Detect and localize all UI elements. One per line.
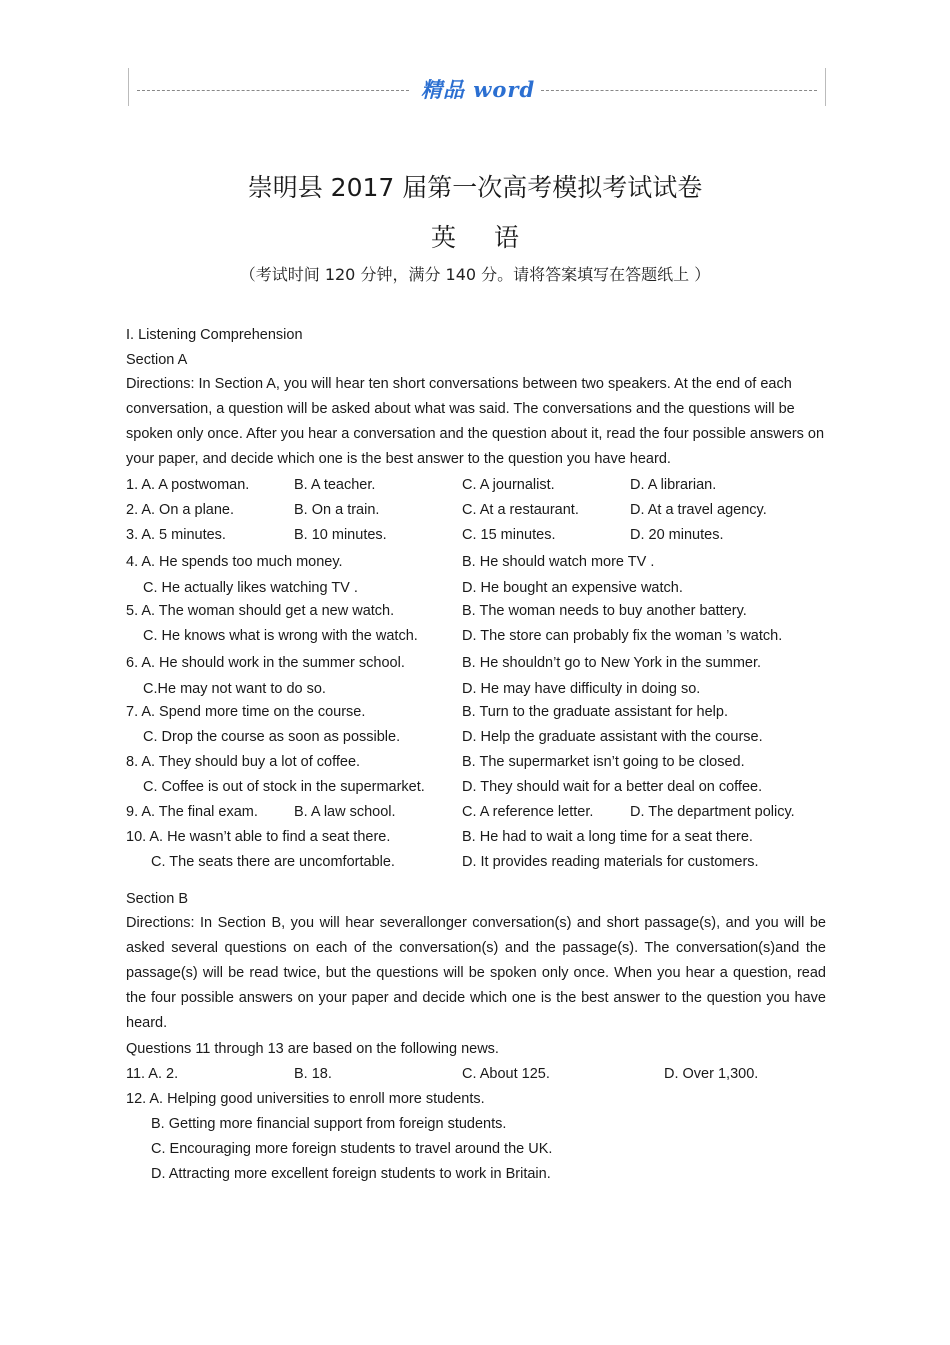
- q1-option-c: C. A journalist.: [462, 477, 555, 493]
- q8-option-a: 8. A. They should buy a lot of coffee.: [126, 754, 361, 770]
- q1-option-d: D. A librarian.: [630, 477, 717, 493]
- header-dash-right: [541, 90, 817, 91]
- page-header: [128, 68, 826, 106]
- section-b-directions: Directions: In Section B, you will hear severallonger conversation(s) and short passage(s), and you will be asked several questions on each of the conversation(s) and the passage(s). The conversation(s)and the passage(s) will be read twice, but the questions will be spoken only once. When you hear a question, read the four possible answers on your paper and decide which one is the best answer to the question you have heard.: [126, 915, 826, 1031]
- q9-option-a: 9. A. The final exam.: [126, 804, 258, 820]
- q7-option-d: D. Help the graduate assistant with the course.: [462, 729, 763, 745]
- exam-note: （考试时间 120 分钟，满分 140 分。请将答案填写在答题纸上 ）: [239, 265, 711, 284]
- q5-option-b: B. The woman needs to buy another battery.: [462, 603, 747, 619]
- q7-option-b: B. Turn to the graduate assistant for help.: [462, 704, 728, 720]
- section-a-title: Section A: [126, 352, 188, 368]
- header-dash-left: [137, 90, 409, 91]
- section-b-title: Section B: [126, 891, 189, 907]
- q10-option-d: D. It provides reading materials for customers.: [462, 854, 759, 870]
- q2-option-c: C. At a restaurant.: [462, 502, 579, 518]
- q5-option-c: C. He knows what is wrong with the watch.: [143, 628, 418, 644]
- q5-option-d: D. The store can probably fix the woman ’s watch.: [462, 628, 783, 644]
- q12-option-c: C. Encouraging more foreign students to travel around the UK.: [151, 1141, 553, 1157]
- q11-option-c: C. About 125.: [462, 1066, 550, 1082]
- q8-option-b: B. The supermarket isn’t going to be closed.: [462, 754, 745, 770]
- q2-option-b: B. On a train.: [294, 502, 380, 518]
- q2-option-a: 2. A. On a plane.: [126, 502, 235, 518]
- q10-option-b: B. He had to wait a long time for a seat there.: [462, 829, 753, 845]
- q1-option-b: B. A teacher.: [294, 477, 376, 493]
- q8-option-d: D. They should wait for a better deal on coffee.: [462, 779, 763, 795]
- q11-option-b: B. 18.: [294, 1066, 332, 1082]
- exam-subject: 英语: [430, 223, 557, 252]
- q4-option-b: B. He should watch more TV .: [462, 554, 655, 570]
- q3-option-c: C. 15 minutes.: [462, 527, 556, 543]
- q5-option-a: 5. A. The woman should get a new watch.: [126, 603, 395, 619]
- q9-option-b: B. A law school.: [294, 804, 396, 820]
- q1-option-a: 1. A. A postwoman.: [126, 477, 250, 493]
- q8-option-c: C. Coffee is out of stock in the supermarket.: [143, 779, 425, 795]
- q12-option-d: D. Attracting more excellent foreign students to work in Britain.: [151, 1166, 551, 1182]
- exam-title: 崇明县 2017 届第一次高考模拟考试试卷: [247, 173, 703, 202]
- q7-option-c: C. Drop the course as soon as possible.: [143, 729, 401, 745]
- q7-option-a: 7. A. Spend more time on the course.: [126, 704, 366, 720]
- q9-option-c: C. A reference letter.: [462, 804, 594, 820]
- q4-option-a: 4. A. He spends too much money.: [126, 554, 343, 570]
- q3-option-a: 3. A. 5 minutes.: [126, 527, 226, 543]
- part-heading: I. Listening Comprehension: [126, 327, 303, 343]
- header-logo: 精品 word: [421, 77, 536, 102]
- q3-option-d: D. 20 minutes.: [630, 527, 724, 543]
- q6-option-d: D. He may have difficulty in doing so.: [462, 681, 701, 697]
- q6-option-a: 6. A. He should work in the summer school.: [126, 655, 405, 671]
- q12-option-b: B. Getting more financial support from foreign students.: [151, 1116, 507, 1132]
- section-a-directions: Directions: In Section A, you will hear ten short conversations between two speakers. At the end of each conversation, a question will be asked about what was said. The conversations and the questions will be spoken only once. After you hear a conversation and the question about it, read the four possible answers on your paper, and decide which one is the best answer to the question you have heard.: [126, 376, 825, 467]
- q10-option-a: 10. A. He wasn’t able to find a seat there.: [126, 829, 391, 845]
- q2-option-d: D. At a travel agency.: [630, 502, 767, 518]
- q11-option-d: D. Over 1,300.: [664, 1066, 759, 1082]
- q11-option-a: 11. A. 2.: [126, 1066, 179, 1082]
- section-b-intro: Questions 11 through 13 are based on the following news.: [126, 1041, 499, 1057]
- q10-option-c: C. The seats there are uncomfortable.: [151, 854, 395, 870]
- q4-option-c: C. He actually likes watching TV .: [143, 580, 358, 596]
- q6-option-c: C.He may not want to do so.: [143, 681, 326, 697]
- q6-option-b: B. He shouldn’t go to New York in the summer.: [462, 655, 762, 671]
- q4-option-d: D. He bought an expensive watch.: [462, 580, 683, 596]
- q3-option-b: B. 10 minutes.: [294, 527, 387, 543]
- q12-option-a: 12. A. Helping good universities to enroll more students.: [126, 1091, 485, 1107]
- q9-option-d: D. The department policy.: [630, 804, 795, 820]
